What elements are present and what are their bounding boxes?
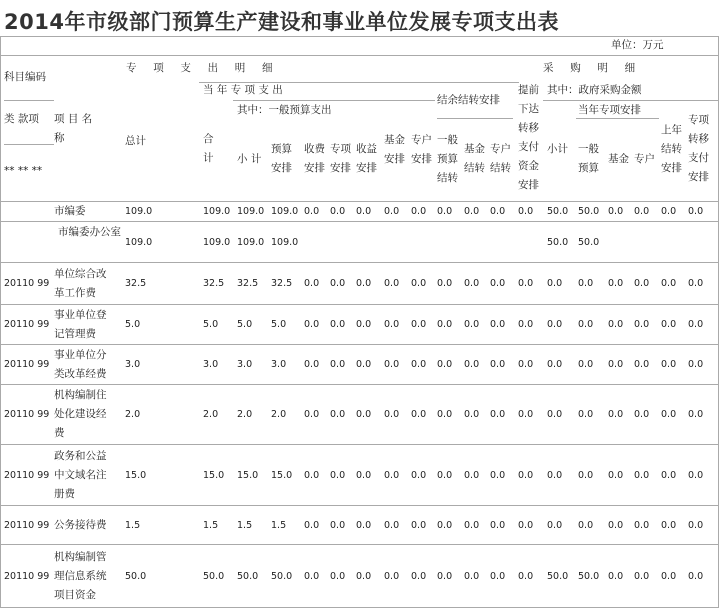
row-value: 0.0: [330, 519, 346, 531]
row-value: 0.0: [688, 206, 704, 217]
row-value: 0.0: [634, 359, 650, 370]
row-divider: [0, 384, 719, 385]
special-acct-arrange-header: 专户安排: [411, 134, 432, 165]
row-value: 109.0: [271, 206, 299, 217]
row-value: 1.5: [271, 519, 287, 531]
row-value: 0.0: [304, 570, 320, 582]
row-value: 32.5: [237, 278, 259, 289]
row-value: 0.0: [330, 319, 346, 330]
row-value: 0.0: [634, 519, 650, 531]
row-value: 0.0: [437, 206, 453, 217]
row-value: 0.0: [547, 319, 563, 330]
row-value: 0.0: [518, 359, 534, 370]
row-value: 0.0: [608, 319, 624, 330]
row-value: 0.0: [608, 359, 624, 370]
general-budget-header: 其中：一般预算支出: [237, 104, 332, 116]
row-value: 0.0: [661, 519, 677, 531]
row-value: 0.0: [384, 278, 400, 289]
row-value: 0.0: [547, 359, 563, 370]
row-project-name: 机构编制管理信息系统项目资金: [54, 550, 107, 601]
unit-row-divider: [0, 55, 719, 56]
gov-procurement-header: 其中：政府采购金额: [547, 84, 642, 96]
row-value: 0.0: [384, 359, 400, 370]
row-value: 0.0: [356, 469, 372, 481]
row-value: 0.0: [437, 319, 453, 330]
row-value: 109.0: [271, 236, 299, 248]
row-value: 3.0: [125, 359, 141, 370]
general-carryover-header: 一般预算结转: [437, 134, 458, 184]
row-project-name: 市编委: [54, 205, 86, 217]
row-value: 0.0: [356, 319, 372, 330]
row-value: 0.0: [411, 278, 427, 289]
row-value: 0.0: [464, 319, 480, 330]
row-value: 0.0: [688, 278, 704, 289]
row-divider: [0, 444, 719, 445]
row-value: 0.0: [547, 469, 563, 481]
row-divider: [0, 262, 719, 263]
budget-table: [0, 36, 719, 608]
row-value: 109.0: [203, 206, 231, 217]
row-value: 0.0: [464, 206, 480, 217]
row-value: 0.0: [634, 409, 650, 420]
row-value: 0.0: [634, 319, 650, 330]
row-value: 0.0: [578, 519, 594, 531]
row-value: 0.0: [490, 519, 506, 531]
row-code: 20110 99: [4, 519, 50, 531]
row-value: 0.0: [411, 519, 427, 531]
row-value: 0.0: [304, 409, 320, 420]
row-value: 0.0: [411, 359, 427, 370]
row-code: 20110 99: [4, 409, 50, 420]
row-value: 50.0: [237, 570, 259, 582]
row-value: 0.0: [547, 278, 563, 289]
row-value: 0.0: [518, 206, 534, 217]
row-value: 0.0: [330, 278, 346, 289]
row-value: 0.0: [411, 570, 427, 582]
row-value: 0.0: [356, 359, 372, 370]
proc-current-year-header: 当年专项安排: [578, 104, 641, 116]
row-value: 0.0: [437, 469, 453, 481]
row-value: 0.0: [688, 409, 704, 420]
row-value: 50.0: [203, 570, 225, 582]
row-value: 5.0: [203, 319, 219, 330]
row-project-name: 事业单位登记管理费: [54, 308, 107, 340]
row-value: 109.0: [125, 236, 153, 248]
row-value: 0.0: [518, 278, 534, 289]
row-value: 0.0: [411, 409, 427, 420]
row-value: 0.0: [578, 278, 594, 289]
row-value: 0.0: [384, 206, 400, 217]
row-value: 109.0: [203, 236, 231, 248]
row-value: 0.0: [661, 359, 677, 370]
row-value: 0.0: [304, 278, 320, 289]
row-value: 0.0: [547, 519, 563, 531]
row-value: 32.5: [203, 278, 225, 289]
proc-subtotal-header: 小计: [547, 143, 568, 155]
row-value: 15.0: [271, 469, 293, 481]
row-value: 0.0: [578, 319, 594, 330]
row-code: 20110 99: [4, 319, 50, 330]
row-value: 50.0: [547, 236, 569, 248]
row-value: 32.5: [271, 278, 293, 289]
unit-label: 单位：万元: [611, 39, 664, 51]
row-project-name: 单位综合改革工作费: [54, 267, 107, 299]
row-value: 0.0: [578, 409, 594, 420]
row-value: 50.0: [547, 206, 569, 217]
row-value: 0.0: [688, 359, 704, 370]
row-value: 0.0: [304, 469, 320, 481]
row-value: 5.0: [125, 319, 141, 330]
row-value: 0.0: [304, 519, 320, 531]
row-value: 2.0: [125, 409, 141, 420]
proc-last-year-header: 上年结转安排: [661, 124, 682, 174]
row-value: 0.0: [464, 469, 480, 481]
row-divider: [0, 505, 719, 506]
row-value: 0.0: [411, 206, 427, 217]
row-value: 0.0: [661, 278, 677, 289]
row-value: 0.0: [384, 319, 400, 330]
row-project-name: 政务和公益中文域名注册费: [54, 449, 107, 500]
row-value: 0.0: [518, 469, 534, 481]
proc-special-acct-header: 专户: [634, 153, 655, 165]
row-code: 20110 99: [4, 278, 50, 289]
row-value: 3.0: [203, 359, 219, 370]
row-value: 109.0: [125, 206, 153, 217]
row-value: 2.0: [237, 409, 253, 420]
row-value: 0.0: [608, 409, 624, 420]
row-value: 0.0: [464, 409, 480, 420]
special-arrange-header: 专项安排: [330, 143, 351, 174]
row-value: 0.0: [437, 409, 453, 420]
row-value: 50.0: [578, 570, 600, 582]
row-value: 1.5: [237, 519, 253, 531]
row-value: 0.0: [661, 206, 677, 217]
xiaoji-header: 小 计: [237, 153, 262, 165]
row-value: 0.0: [411, 469, 427, 481]
row-value: 2.0: [271, 409, 287, 420]
row-value: 1.5: [125, 519, 141, 531]
row-value: 0.0: [411, 319, 427, 330]
row-project-name: 机构编制住处化建设经费: [54, 389, 107, 439]
row-value: 5.0: [271, 319, 287, 330]
row-value: 3.0: [271, 359, 287, 370]
row-value: 0.0: [490, 469, 506, 481]
row-value: 0.0: [330, 570, 346, 582]
row-code: 20110 99: [4, 570, 50, 582]
row-value: 0.0: [384, 570, 400, 582]
row-code: 20110 99: [4, 469, 50, 481]
row-value: 0.0: [490, 278, 506, 289]
code-marks: ** ** **: [4, 165, 43, 177]
row-value: 3.0: [237, 359, 253, 370]
row-value: 1.5: [203, 519, 219, 531]
row-value: 0.0: [608, 278, 624, 289]
advance-payment-header: 提前下达转移支付资金安排: [518, 84, 539, 191]
row-value: 0.0: [688, 319, 704, 330]
row-value: 0.0: [437, 278, 453, 289]
row-value: 0.0: [356, 519, 372, 531]
row-project-name: 事业单位分类改革经费: [54, 348, 107, 380]
row-value: 0.0: [547, 409, 563, 420]
fee-arrange-header: 收费安排: [304, 143, 325, 174]
row-value: 0.0: [330, 409, 346, 420]
special-acct-carryover-header: 专户结转: [490, 143, 511, 174]
row-divider: [0, 544, 719, 545]
subtotal-header: 合计: [203, 133, 214, 164]
row-value: 50.0: [125, 570, 147, 582]
proc-transfer-header: 专项转移支付安排: [688, 114, 709, 183]
row-value: 0.0: [634, 206, 650, 217]
row-value: 0.0: [608, 469, 624, 481]
row-value: 15.0: [237, 469, 259, 481]
row-value: 0.0: [304, 206, 320, 217]
row-value: 0.0: [437, 570, 453, 582]
row-project-name: 公务接待费: [54, 518, 107, 531]
row-value: 0.0: [490, 319, 506, 330]
row-value: 0.0: [356, 570, 372, 582]
table-left-border: [0, 36, 1, 608]
class-item-header: 类 款项: [4, 113, 39, 125]
row-value: 0.0: [661, 319, 677, 330]
row-code: 20110 99: [4, 359, 50, 370]
hdr-line-subject-1: [4, 100, 54, 101]
row-value: 0.0: [384, 519, 400, 531]
row-value: 0.0: [490, 206, 506, 217]
row-value: 109.0: [237, 236, 265, 248]
row-value: 0.0: [608, 519, 624, 531]
row-value: 15.0: [203, 469, 225, 481]
project-name-header: 项 目 名: [54, 113, 93, 125]
project-name-header-2: 称: [54, 132, 65, 144]
row-value: 109.0: [237, 206, 265, 217]
row-value: 0.0: [608, 206, 624, 217]
row-value: 0.0: [304, 319, 320, 330]
row-value: 0.0: [518, 409, 534, 420]
hdr-line-subject-2: [4, 144, 54, 145]
page-title: 2014年市级部门预算生产建设和事业单位发展专项支出表: [4, 10, 559, 34]
row-value: 0.0: [437, 359, 453, 370]
row-value: 5.0: [237, 319, 253, 330]
row-value: 50.0: [578, 206, 600, 217]
special-detail-header: 专 项 支 出 明 细: [126, 62, 273, 74]
row-value: 0.0: [661, 409, 677, 420]
row-value: 0.0: [661, 570, 677, 582]
row-value: 50.0: [578, 236, 600, 248]
row-value: 0.0: [464, 570, 480, 582]
procurement-detail-header: 采 购 明 细: [543, 62, 636, 74]
row-value: 0.0: [518, 319, 534, 330]
row-value: 0.0: [384, 409, 400, 420]
row-value: 0.0: [464, 519, 480, 531]
row-project-name: 市编委办公室: [58, 226, 121, 238]
row-value: 0.0: [437, 519, 453, 531]
row-value: 0.0: [330, 359, 346, 370]
row-value: 0.0: [518, 570, 534, 582]
hdr-line-surplus: [437, 118, 513, 119]
proc-general-budget-header: 一般预算: [578, 143, 599, 174]
row-value: 0.0: [688, 570, 704, 582]
row-value: 15.0: [125, 469, 147, 481]
row-value: 0.0: [304, 359, 320, 370]
row-value: 2.0: [203, 409, 219, 420]
subject-code-header: 科目编码: [4, 71, 46, 83]
budget-arrange-header: 预算安排: [271, 143, 292, 174]
row-value: 32.5: [125, 278, 147, 289]
row-value: 0.0: [490, 409, 506, 420]
surplus-header: 结余结转安排: [437, 94, 500, 106]
row-value: 0.0: [490, 570, 506, 582]
row-value: 0.0: [634, 278, 650, 289]
row-value: 0.0: [634, 469, 650, 481]
row-value: 0.0: [464, 359, 480, 370]
row-value: 0.0: [356, 409, 372, 420]
income-arrange-header: 收益安排: [356, 143, 377, 174]
row-value: 50.0: [547, 570, 569, 582]
current-year-header: 当 年 专 项 支 出: [203, 84, 283, 96]
row-divider: [0, 221, 719, 222]
row-value: 0.0: [330, 469, 346, 481]
row-value: 0.0: [518, 519, 534, 531]
proc-fund-header: 基金: [608, 153, 629, 165]
row-value: 0.0: [384, 469, 400, 481]
row-value: 0.0: [356, 278, 372, 289]
row-value: 50.0: [271, 570, 293, 582]
row-value: 0.0: [634, 570, 650, 582]
row-value: 0.0: [688, 469, 704, 481]
fund-carryover-header: 基金结转: [464, 143, 485, 174]
row-value: 0.0: [356, 206, 372, 217]
row-value: 0.0: [578, 469, 594, 481]
row-value: 0.0: [464, 278, 480, 289]
fund-arrange-header: 基金安排: [384, 134, 405, 165]
row-value: 0.0: [330, 206, 346, 217]
row-value: 0.0: [688, 519, 704, 531]
row-value: 0.0: [608, 570, 624, 582]
row-value: 0.0: [661, 469, 677, 481]
row-value: 0.0: [578, 359, 594, 370]
total-header: 总计: [125, 135, 146, 147]
row-value: 0.0: [490, 359, 506, 370]
